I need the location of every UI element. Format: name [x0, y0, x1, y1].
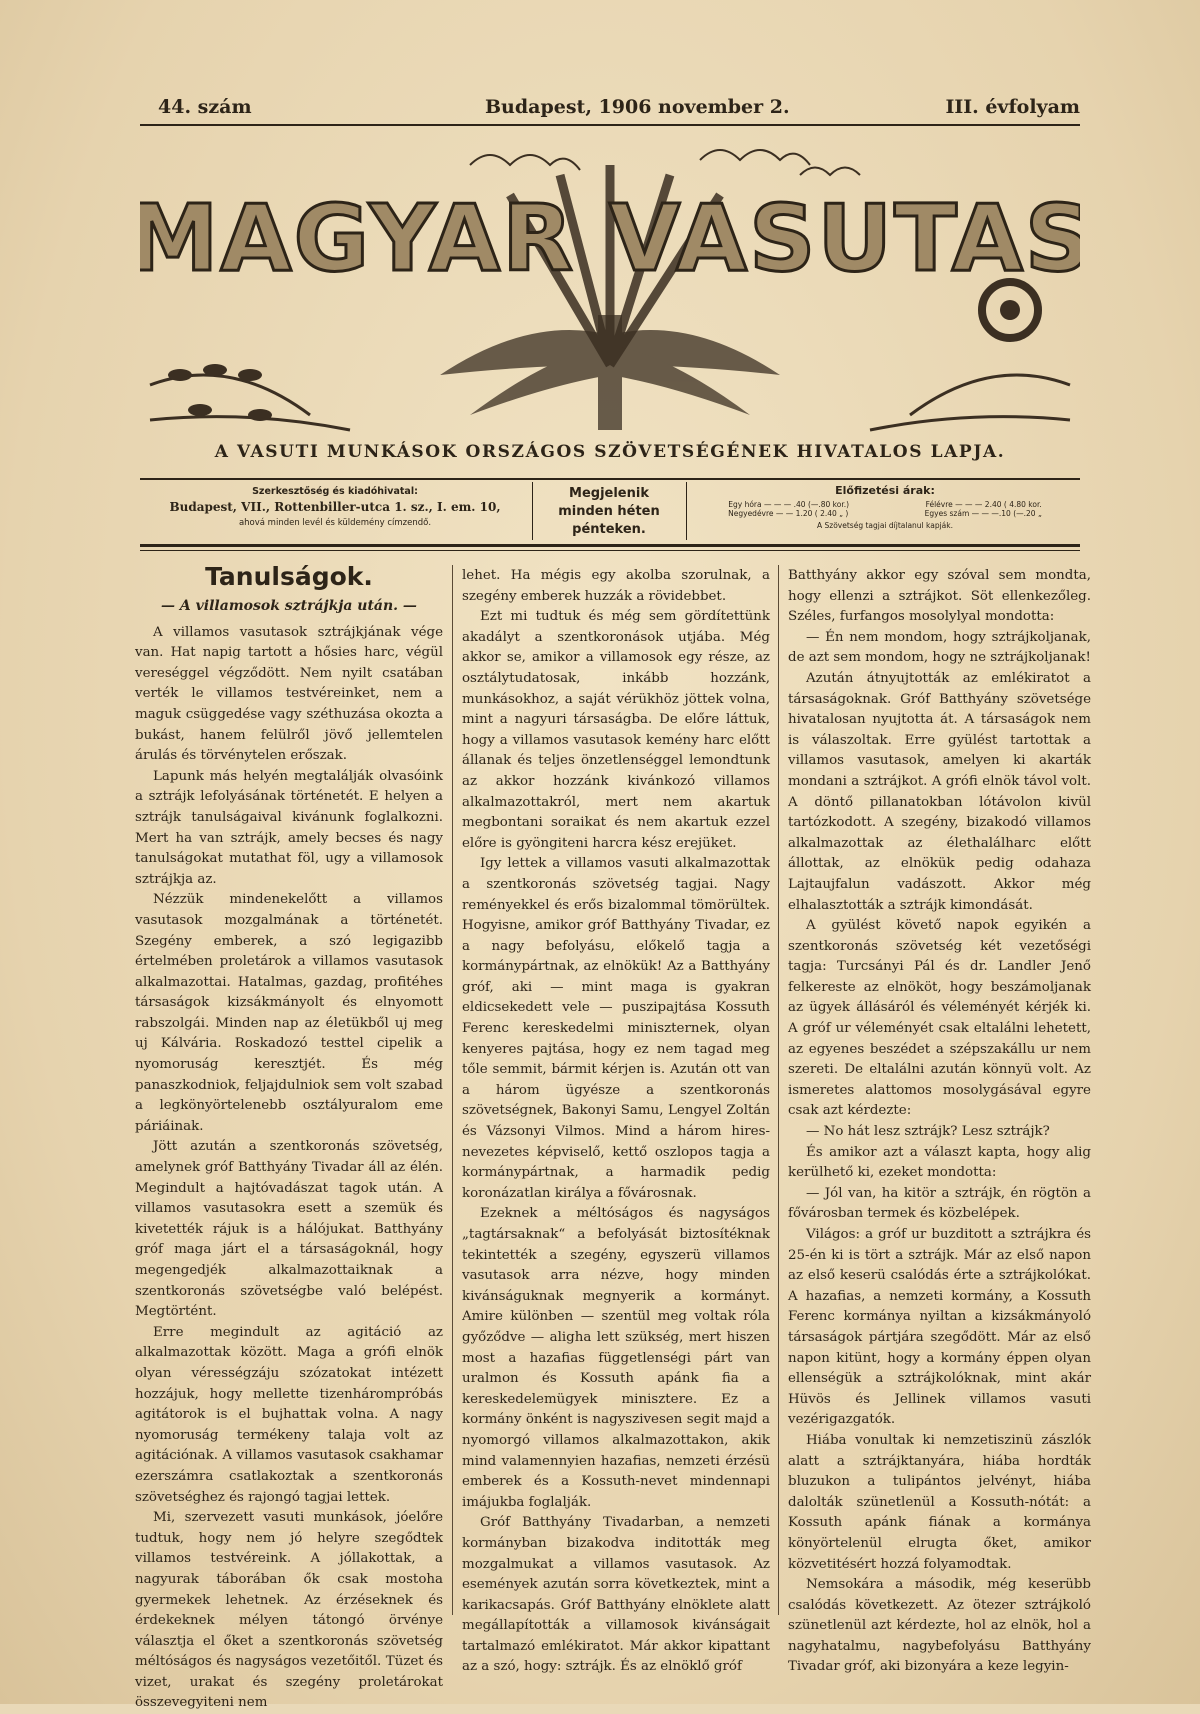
clouds [470, 150, 860, 175]
leaves-left [168, 364, 272, 421]
prices-row2 [690, 509, 1080, 518]
masthead-title: MAGYAR VASUTAS [140, 185, 1080, 292]
publication-line3: pénteken. [572, 522, 646, 537]
article-column-2 [462, 566, 770, 1678]
article-column-1 [135, 562, 443, 1714]
paragraph: Ezt mi tudtuk és még sem gördítettünk akadályt a szentkoronások utjába. Még akkor se, amikor a villamosok egy része, az osztálytudatosak, inkább hozzánk, munkásokhoz, a saját vérükhöz jöttek volna, mint a nagyuri társaságba. De előre láttuk, hogy a villamos vasutasok kemény harc előtt állanak és teljes önzetlenséggel lemondtunk az akkor hozzánk kivánkozó villamos alkalmazottakról, mert nem akartuk megbontani soraikat és nem akartuk ezzel előre is gyöngiteni harcra kész erejüket. [462, 609, 770, 851]
article-title: Tanulságok. [205, 562, 373, 591]
prices-row1 [690, 500, 1080, 509]
volume: III. évfolyam [945, 96, 1080, 118]
infobar-separator [686, 482, 687, 540]
paragraph: — No hát lesz sztrájk? Lesz sztrájk? [806, 1124, 1050, 1140]
paragraph: Hiába vonultak ki nemzetiszinü zászlók alatt a sztrájktanyára, hiába hordták bluzukon a tulipántos jelvényt, hiába dalolták szünetlenül a Kossuth-nótát: a Kossuth apánk fiának a kormánya könyörtelenül elrugta őket, amikor közvetitésért hozzá folyamodtak. [788, 1432, 1091, 1572]
laurel-branch-left [150, 375, 350, 430]
paragraph: Ezeknek a méltóságos és nagyságos „tagtársaknak“ a befolyását biztosítéknak tekintették a szegény, egyszerü villamos vasutasok arra nézve, hogy minden kivánságuknak megnyerik a kormányt. Amire különben — szentül meg voltak róla győződve — aligha lett szükség, mert hiszen most a hazafias függetlenségi párt van uralmon és Kossuth apánk fia a kereskedelemügyek minisztere. Ez a kormány önként is nagyszivesen segit majd a nyomorgó villamos alkalmazottakon, akik mind valamennyien hazafias, nemzeti érzésü emberek és a Kossuth-nevet mindennapi imájukba foglalják. [462, 1206, 770, 1510]
price-halfyear: Félévre — — — 2.40 ( 4.80 kor. [925, 500, 1042, 509]
paragraph: Batthyány akkor egy szóval sem mondta, hogy ellenzi a sztrájkot. Söt ellenkezőleg. Széles, furfangos mosolylyal mondotta: [788, 568, 1091, 625]
paragraph: Mi, szervezett vasuti munkások, jóelőre tudtuk, hogy nem jó helyre szegődtek villamos testvéreink. A jóllakottak, a nagyurak táborában ők csak mostoha gyermekek lehetnek. Az érzéseknek és érdekeknek mélyen tátongó örvénye választja el őket a szentkoronás szövetség méltóságos és nagyságos vezetőitől. Tüzet és vizet, urakat és szegény proletárokat összevegyiteni nem [135, 1510, 443, 1711]
article-subtitle: — A villamosok sztrájkja után. — [161, 598, 417, 614]
prices-box [690, 482, 1080, 540]
editorial-heading: Szerkesztőség és kiadóhivatal: [252, 486, 418, 497]
issue-header [140, 96, 1080, 122]
paragraph: Erre megindult az agitáció az alkalmazottak között. Maga a grófi elnök olyan vérességzáju szózatokat intézett hozzájuk, hogy mellette tizenhárompróbás agitátorok is el bujhattak volna. A nagy nyomoruság termékeny talaja volt az agitációnak. A villamos vasutasok csakhamar ezerszámra csatlakoztak a szentkoronás szövetséghez és rajongó tagjai lettek. [135, 1324, 443, 1505]
editorial-box [140, 482, 530, 540]
paragraph: Lapunk más helyén megtalálják olvasóink a sztrájk lefolyásának történetét. E helyen a sztrájk tanulságaival kivánunk foglalkozni. Mert ha van sztrájk, amely becses és nagy tanulságokat mutathat föl, ugy a villamosok sztrájkja az. [135, 768, 443, 887]
price-month: Egy hóra — — — .40 (—.80 kor.) [728, 500, 850, 509]
header-rule [140, 124, 1080, 126]
paragraph: És amikor azt a választ kapta, hogy alig kerülhető ki, ezeket mondotta: [788, 1144, 1091, 1181]
infobar-top-rule [140, 478, 1080, 480]
infobar-bottom-rule-thin [140, 550, 1080, 551]
laurel-branch-right [870, 375, 1070, 430]
editorial-note: ahová minden levél és küldemény címzendő. [238, 518, 432, 528]
infobar-separator [532, 482, 533, 540]
infobar-bottom-rule [140, 544, 1080, 547]
column-divider [452, 565, 453, 1615]
masthead-subtitle: A VASUTI MUNKÁSOK ORSZÁGOS SZÖVETSÉGÉNEK HIVATALOS LAPJA. [214, 442, 1006, 462]
info-bar [140, 482, 1080, 542]
price-quarter: Negyedévre — — 1.20 ( 2.40 „ ) [728, 509, 849, 518]
paragraph: Igy lettek a villamos vasuti alkalmazottak a szentkoronás szövetség tagjai. Nagy reményekkel és erős bizalommal tömörültek. Hogyisne, amikor gróf Batthyány Tivadar, ez a nagy befolyásu, előkelő tagja a kormánypártnak, az elnökük! Az a Batthyány gróf, aki — mint maga is gyakran eldicsekedett vele — puszipajtása Kossuth Ferenc kereskedelmi miniszternek, olyan kenyeres pajtása, hogy ez nem tagad meg tőle semmit, bármit kérjen is. Azután ott van a három ügyésze a szentkoronás szövetségnek, Bakonyi Samu, Lengyel Zoltán és Vázsonyi Vilmos. Mind a három hires-nevezetes képviselő, kettő oszlopos tagja a kormánypártnak, a harmadik pedig koronázatlan királya a fővárosnak. [462, 856, 770, 1201]
masthead [140, 135, 1080, 435]
prices-heading: Előfizetési árak: [835, 484, 935, 497]
price-single: Egyes szám — — —.10 (—.20 „ [924, 509, 1042, 518]
place-date: Budapest, 1906 november 2. [485, 96, 790, 118]
column-divider [778, 565, 779, 1615]
issue-number: 44. szám [158, 96, 252, 118]
paragraph: lehet. Ha mégis egy akolba szorulnak, a szegény emberek huzzák a rövidebbet. [462, 568, 770, 604]
prices-note: A Szövetség tagjai díjtalanul kapják. [817, 521, 953, 530]
winged-wheel [440, 315, 780, 430]
masthead-illustration [140, 135, 1080, 435]
publication-box [534, 482, 684, 543]
paragraph: Világos: a gróf ur buzditott a sztrájkra és 25-én ki is tört a sztrájk. Már az első napon az első keserü csalódás érte a sztrájkolókat. A hazafias, a nemzeti kormány, a Kossuth Ferenc kormánya nyiltan a kizsákmányoló társaságok pártjára szegődött. Már az első napon kitünt, hogy a kormány éppen olyan ellenségük a sztrájkolóknak, mint akár Hüvös és Jellinek villamos vasuti vezérigazgatók. [788, 1227, 1091, 1428]
paragraph: Azután átnyujtották az emlékiratot a társaságoknak. Gróf Batthyány szövetsége hivatalosan nyujtotta át. A társaságok nem is válaszoltak. Erre gyülést tartottak a villamos vasutasok, amelyen ki akarták mondani a sztrájkot. A grófi elnök távol volt. A döntő pillanatokban lótávolon kivül tartózkodott. A szegény, bizakodó villamos alkalmazottak az élethalálharc előtt állottak, az elnökük pedig odahaza Lajtaujfalun vadászott. Akkor még elhalasztották a sztrájk kimondását. [788, 670, 1091, 913]
paragraph: Gróf Batthyány Tivadarban, a nemzeti kormányban bizakodva inditották meg mozgalmukat a villamos vasutasok. Az események azután sorra következtek, mint a karikacsapás. Gróf Batthyány elnöklete alatt megállapították a villamosok kivánságait tartalmazó emlékiratot. Már akkor kipattant az a szó, hogy: sztrájk. És az elnöklő gróf [462, 1515, 770, 1675]
publication-line2: minden héten [558, 504, 660, 519]
paragraph: — Jól van, ha kitör a sztrájk, én rögtön a fővárosban termek és közbelépek. [788, 1185, 1091, 1222]
paragraph: Nézzük mindenekelőtt a villamos vasutasok mozgalmának a történetét. Szegény emberek, a szó legigazibb értelmében proletárok a villamos vasutasok alkalmazottai. Hatalmas, gazdag, profitéhes társaságok kizsákmányolt és elnyomott rabszolgái. Minden nap az életükből uj meg uj Kálvária. Roskadozó testtel cipelik a nyomoruság keresztjét. És még panaszkodniok, feljajdulniok sem volt szabad a legkönyörtelenebb osztályuralom eme páriáinak. [135, 892, 443, 1134]
publication-line1: Megjelenik [569, 486, 649, 501]
article-column-3 [788, 566, 1091, 1678]
editorial-address: Budapest, VII., Rottenbiller-utca 1. sz., I. em. 10, [169, 500, 501, 514]
paragraph: Jött azután a szentkoronás szövetség, amelynek gróf Batthyány Tivadar áll az élén. Megindult a hajtóvadászat tagok után. A villamos vasutasokra esett a szemük és kivetették rájuk is a hálójukat. Batthyány gróf maga járt el a társaságoknál, hogy megengedjék alkalmazottaiknak a szentkoronás szövetségbe való belépést. Megtörtént. [135, 1139, 443, 1320]
paragraph: — Én nem mondom, hogy sztrájkoljanak, de azt sem mondom, hogy ne sztrájkoljanak! [788, 629, 1091, 666]
paragraph: Nemsokára a második, még keserübb csalódás következett. Az ötezer sztrájkoló szünetlenül azt kérdezte, hol az elnök, hol a nagyhatalmu, nagybefolyásu Batthyány Tivadar gróf, aki bizonyára a keze legyin- [788, 1577, 1091, 1675]
paragraph: A gyülést követő napok egyikén a szentkoronás szövetség két vezetőségi tagja: Turcsányi Pál és dr. Landler Jenő felkereste az elnököt, hogy beszámoljanak az ügyek állásáról és véleményét kérjék ki. A gróf ur véleményét csak eltalálni lehetett, az egyenes beszédet a szépszakállu ur nem szereti. De eltalálni azután könnyü volt. Az ismeretes alattomos mosolygásával egyre csak azt kérdezte: [788, 918, 1091, 1119]
paragraph: A villamos vasutasok sztrájkjának vége van. Hat napig tartott a hősies harc, végül vereséggel végződött. Nem nyilt csatában verték le villamos testvéreinket, nem a maguk csüggedése vagy széthuzása okozta a bukást, hanem felülről jövő jellemtelen árulás és törvénytelen erőszak. [135, 624, 443, 764]
